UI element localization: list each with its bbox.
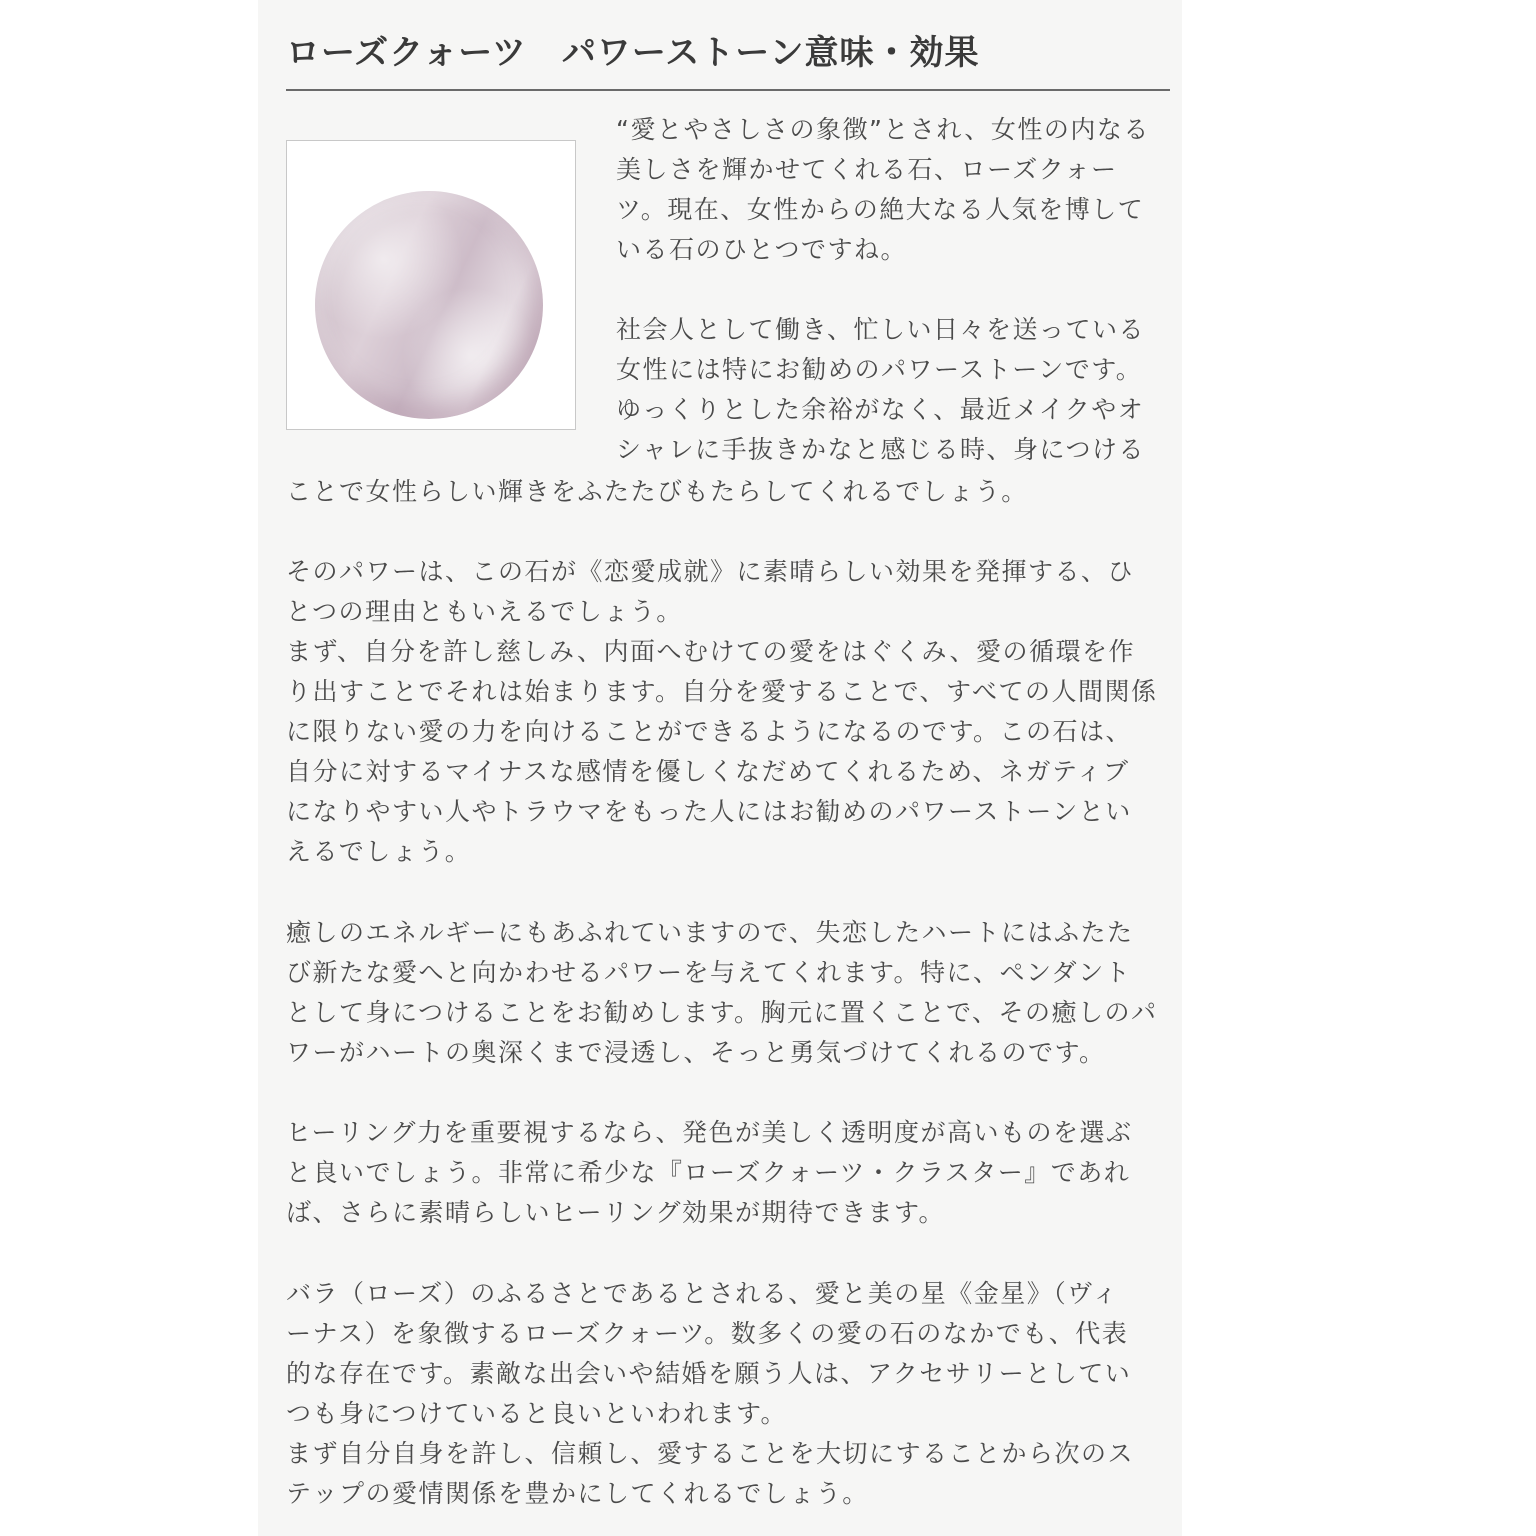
text-line: ゆっくりとした余裕がなく、最近メイクやオ	[616, 395, 1145, 424]
text-line: ツ。現在、女性からの絶大なる人気を博して	[616, 195, 1145, 224]
text-line: 的な存在です。素敵な出会いや結婚を願う人は、アクセサリーとしてい	[286, 1359, 1132, 1388]
text-line: シャレに手抜きかなと感じる時、身につける	[616, 435, 1146, 464]
text-line: として身につけることをお勧めします。胸元に置くことで、その癒しのパ	[286, 998, 1158, 1027]
text-line: そのパワーは、この石が《恋愛成就》に素晴らしい効果を発揮する、ひ	[286, 557, 1135, 586]
text-line: 社会人として働き、忙しい日々を送っている	[616, 315, 1146, 344]
text-line: に限りない愛の力を向けることができるようになるのです。この石は、	[286, 717, 1133, 746]
paragraph-4	[286, 913, 1158, 1073]
rose-quartz-sphere-image	[315, 191, 543, 419]
title-divider	[286, 89, 1170, 91]
intro-paragraph	[616, 110, 1150, 270]
page-title: ローズクォーツ パワーストーン意味・効果	[286, 33, 980, 73]
text-line: テップの愛情関係を豊かにしてくれるでしょう。	[286, 1479, 869, 1508]
paragraph-2-continuation	[286, 472, 1028, 512]
text-line: まず自分自身を許し、信頼し、愛することを大切にすることから次のス	[286, 1439, 1135, 1468]
text-line: とつの理由ともいえるでしょう。	[286, 597, 683, 626]
text-line: になりやすい人やトラウマをもった人にはお勧めのパワーストーンとい	[286, 797, 1132, 826]
text-line: つも身につけていると良いといわれます。	[286, 1399, 788, 1428]
paragraph-3	[286, 552, 1158, 872]
text-line: ば、さらに素晴らしいヒーリング効果が期待できます。	[286, 1198, 946, 1227]
text-line: いる石のひとつですね。	[616, 235, 908, 264]
text-line: 癒しのエネルギーにもあふれていますので、失恋したハートにはふたた	[286, 918, 1134, 947]
text-line: ことで女性らしい輝きをふたたびもたらしてくれるでしょう。	[286, 477, 1028, 506]
text-line: と良いでしょう。非常に希少な『ローズクォーツ・クラスター』であれ	[286, 1158, 1131, 1187]
text-line: 美しさを輝かせてくれる石、ローズクォー	[616, 155, 1118, 184]
text-line: まず、自分を許し慈しみ、内面へむけての愛をはぐくみ、愛の循環を作	[286, 637, 1136, 666]
paragraph-6	[286, 1274, 1134, 1514]
rose-quartz-image-frame	[286, 140, 576, 430]
paragraph-2-wrapped	[616, 310, 1145, 470]
text-line: り出すことでそれは始まります。自分を愛することで、すべての人間関係	[286, 677, 1158, 706]
text-line: バラ（ローズ）のふるさとであるとされる、愛と美の星《金星》（ヴィ	[286, 1279, 1119, 1308]
text-line: 自分に対するマイナスな感情を優しくなだめてくれるため、ネガティブ	[286, 757, 1130, 786]
text-line: ヒーリング力を重要視するなら、発色が美しく透明度が高いものを選ぶ	[286, 1118, 1133, 1147]
text-line: えるでしょう。	[286, 837, 472, 866]
text-line: ーナス）を象徴するローズクォーツ。数多くの愛の石のなかでも、代表	[286, 1319, 1129, 1348]
text-line: 女性には特にお勧めのパワーストーンです。	[616, 355, 1143, 384]
paragraph-5	[286, 1113, 1133, 1233]
text-line: び新たな愛へと向かわせるパワーを与えてくれます。特に、ペンダント	[286, 958, 1132, 987]
text-line: ワーがハートの奥深くまで浸透し、そっと勇気づけてくれるのです。	[286, 1038, 1106, 1067]
text-line: “愛とやさしさの象徴”とされ、女性の内なる	[616, 115, 1150, 144]
